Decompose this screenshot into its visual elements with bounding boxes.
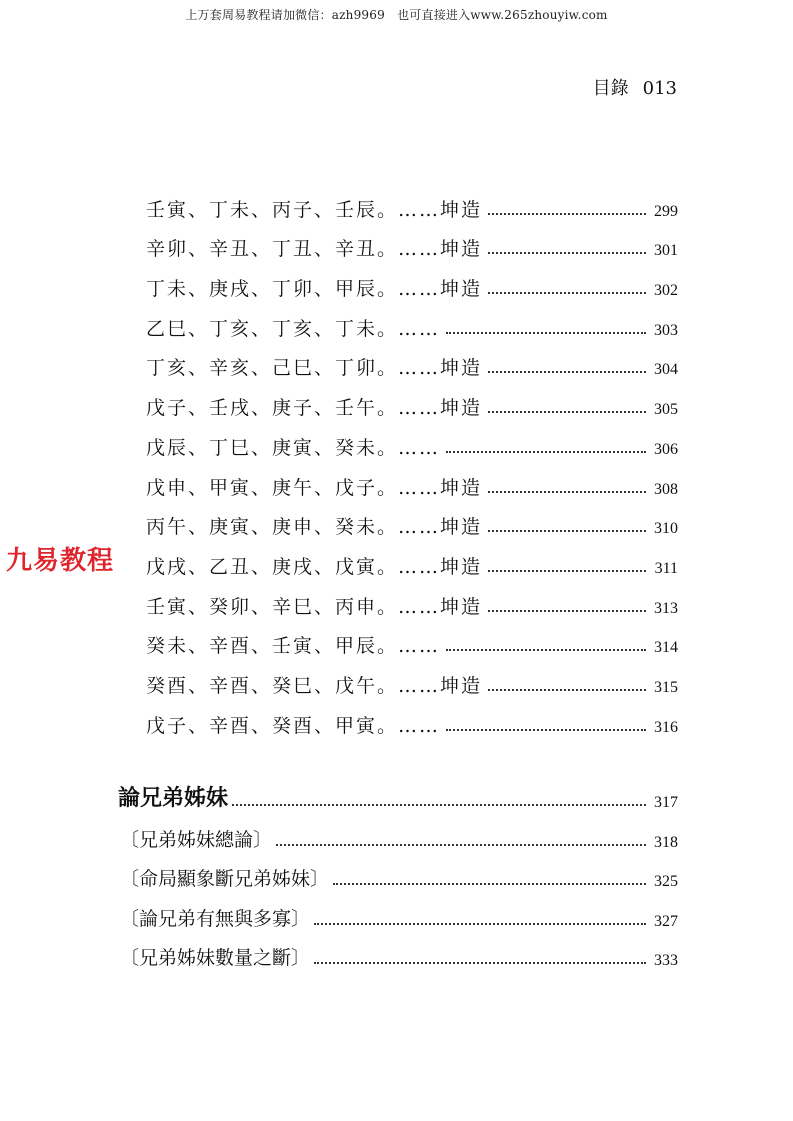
subentry-title: 〔兄弟姊妹數量之斷〕	[120, 947, 311, 969]
subentry-page: 333	[654, 952, 678, 969]
subentry-title: 〔命局顯象斷兄弟姊妹〕	[120, 868, 330, 890]
toc-entry-page: 305	[654, 401, 678, 419]
dot-leader	[488, 689, 646, 691]
dot-leader	[488, 570, 646, 572]
toc-entry-page: 316	[654, 718, 678, 736]
dot-leader	[314, 962, 646, 964]
toc-entry-title: 癸未、辛酉、壬寅、甲辰。……	[146, 635, 441, 658]
toc-entry[interactable]	[146, 656, 678, 696]
toc-entry-page: 306	[654, 440, 678, 458]
toc-entry[interactable]	[146, 418, 678, 458]
subentry-page: 318	[654, 833, 678, 851]
running-head	[593, 74, 677, 100]
toc-entry-page: 313	[654, 599, 678, 617]
toc-entry[interactable]	[146, 577, 678, 617]
toc-subentry[interactable]	[120, 812, 678, 852]
toc-entries	[146, 180, 678, 736]
toc-entry-page: 308	[654, 480, 678, 498]
dot-leader	[446, 729, 646, 731]
subentry-title: 〔兄弟姊妹總論〕	[120, 828, 273, 851]
toc-entry-page: 311	[654, 559, 678, 577]
dot-leader	[446, 332, 646, 334]
toc-subentry[interactable]	[120, 852, 678, 892]
section-page: 317	[654, 794, 678, 811]
toc-entry-title: 戊子、辛酉、癸酉、甲寅。……	[146, 714, 441, 737]
toc-section	[118, 772, 678, 970]
subentry-page: 325	[654, 873, 678, 890]
toc-entry-page: 303	[654, 321, 678, 339]
toc-entry[interactable]	[146, 498, 678, 538]
toc-entry-title: 丁亥、辛亥、己巳、丁卯。……坤造	[146, 357, 483, 380]
toc-entry-title: 戊辰、丁巳、庚寅、癸未。……	[146, 436, 441, 459]
toc-entry-title: 癸酉、辛酉、癸巳、戊午。……坤造	[146, 674, 483, 697]
dot-leader	[488, 530, 646, 532]
toc-entry[interactable]	[146, 696, 678, 736]
logo-text: 九易教程	[6, 546, 115, 576]
subentry-title: 〔論兄弟有無與多寡〕	[120, 907, 311, 930]
toc-entry-page: 315	[654, 678, 678, 696]
toc-entry[interactable]	[146, 299, 678, 339]
toc-entry-title: 壬寅、癸卯、辛巳、丙申。……坤造	[146, 595, 483, 618]
toc-entry-title: 乙巳、丁亥、丁亥、丁未。……	[146, 317, 441, 340]
toc-entry-page: 299	[654, 202, 678, 220]
toc-entry-page: 302	[654, 282, 678, 300]
toc-entry-title: 壬寅、丁未、丙子、壬辰。……坤造	[146, 198, 483, 221]
dot-leader	[446, 451, 646, 453]
toc-entry-page: 301	[654, 242, 678, 260]
dot-leader	[488, 252, 646, 254]
dot-leader	[276, 844, 646, 846]
toc-entry-title: 戊申、甲寅、庚午、戊子。……坤造	[146, 476, 483, 499]
toc-entry[interactable]	[146, 259, 678, 299]
toc-entry-title: 丁未、庚戌、丁卯、甲辰。……坤造	[146, 278, 483, 301]
toc-entry-page: 304	[654, 361, 678, 379]
dot-leader	[488, 292, 646, 294]
watermark-text: 上万套周易教程请加微信：azh9969 也可直接进入www.265zhouyiw.com	[185, 8, 608, 22]
toc-entry[interactable]	[146, 458, 678, 498]
subentry-page: 327	[654, 912, 678, 930]
toc-entry[interactable]	[146, 617, 678, 657]
dot-leader	[314, 923, 646, 925]
toc-entry-title: 辛卯、辛丑、丁丑、辛丑。……坤造	[146, 238, 483, 261]
toc-entry-page: 314	[654, 639, 678, 657]
section-heading[interactable]	[118, 772, 678, 812]
dot-leader	[488, 213, 646, 215]
section-title: 論兄弟姊妹	[118, 786, 229, 811]
toc-entry[interactable]	[146, 180, 678, 220]
running-head-page: 013	[642, 78, 677, 99]
dot-leader	[446, 649, 646, 651]
dot-leader	[232, 804, 646, 806]
dot-leader	[488, 371, 646, 373]
running-head-label: 目錄	[592, 78, 629, 99]
toc-entry-title: 戊戌、乙丑、庚戌、戊寅。……坤造	[146, 555, 483, 578]
dot-leader	[488, 491, 646, 493]
toc-subentry[interactable]	[120, 931, 678, 971]
toc-entry-title: 戊子、壬戌、庚子、壬午。……坤造	[146, 397, 483, 420]
toc-entry-title: 丙午、庚寅、庚申、癸未。……坤造	[146, 516, 483, 539]
dot-leader	[488, 411, 646, 413]
dot-leader	[488, 610, 646, 612]
toc-entry[interactable]	[146, 220, 678, 260]
toc-subentry[interactable]	[120, 891, 678, 931]
dot-leader	[333, 883, 646, 885]
toc-entry[interactable]	[146, 378, 678, 418]
toc-entry-page: 310	[654, 520, 678, 538]
toc-entry[interactable]	[146, 537, 678, 577]
toc-entry[interactable]	[146, 339, 678, 379]
